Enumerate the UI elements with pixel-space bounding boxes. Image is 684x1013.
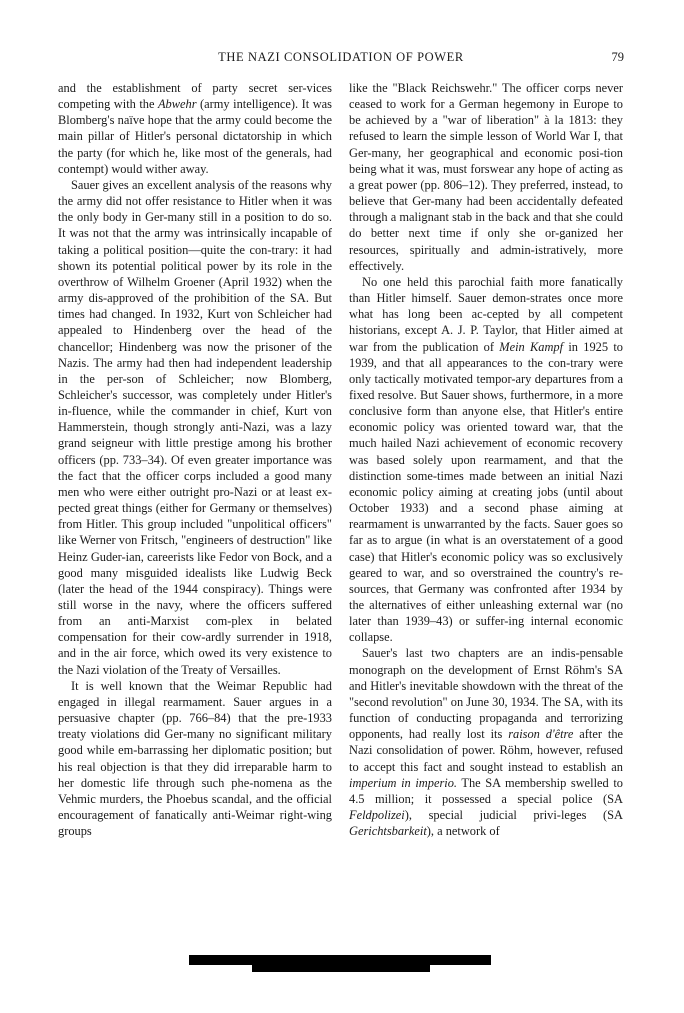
left-column [58, 80, 332, 839]
running-header [58, 50, 624, 70]
paragraph: and the establishment of party secret ser-vices competing with the Abwehr (army intelligence). It was Blomberg's naïve hope that the army could become the main pillar of Hitler's personal dictatorship in which the party (for which he, like most of the generals, had contempt) would wither away. [58, 81, 332, 176]
right-column [349, 80, 623, 839]
paragraph: Sauer gives an excellent analysis of the reasons why the army did not offer resistance to Hitler when it was the only body in Ger-many still in a position to do so. It was not that the army was intrinsically incapable of taking a political position—quite the con-trary: it had shown its potential political power by its role in the overthrow of Wilhelm Groener (April 1932) when the army dis-approved of the prohibition of the SA. But times had changed. In 1932, Kurt von Schleicher had appealed to Hindenberg over the head of the chancellor; Hindenberg was now the prisoner of the Nazis. The army had then had independent leadership in the per-son of Schleicher; now Blomberg, Schleicher's successor, was completely under Hitler's in-fluence, while the commander in chief, Kurt von Hammerstein, though strongly anti-Nazi, was a lazy grand seigneur with little prestige among his brother officers (pp. 733–34). Of even greater importance was the fact that the officer corps included a good many men who were either outright pro-Nazi or at least ex-pected great things (either for Germany or themselves) from Hitler. This group included "unpolitical officers" like Werner von Fritsch, "engineers of destruction" like Heinz Guder-ian, careerists like Fedor von Bock, and a good many misguided idealists like Ludwig Beck (later the head of the 1944 conspiracy). Things were still worse in the navy, where the officers suffered from an anti-Marxist com-plex in belated compensation for their cow-ardly surrender in 1918, and in the air force, which owed its very existence to the Nazi violation of the Treaty of Versailles. [58, 177, 332, 677]
paragraph: like the "Black Reichswehr." The officer corps never ceased to work for a German hegemony in Europe to be achieved by a "war of liberation" à la 1813: they refused to learn the simple lesson of World War I, that Ger-many, her geographical and economic posi-tion being what it was, must forswear any hope of acting as a great power (pp. 806–12). They preferred, instead, to believe that Ger-many had been accidentally defeated through a malignant stab in the back and that she could do better next time if only she or-ganized her resources, spiritually and admin-istratively, more effectively. [349, 81, 623, 273]
footer-redaction-bar [252, 965, 430, 972]
footer-redaction-bar [189, 955, 491, 965]
paragraph: Sauer's last two chapters are an indis-pensable monograph on the development of Ernst Röhm's SA and Hitler's inevitable showdown with the threat of the "second revolution" on June 30, 1934. The SA, with its function of conducting propaganda and terrorizing opponents, had really lost its raison d'être after the Nazi consolidation of power. Röhm, however, refused to accept this fact and sought instead to establish an imperium in imperio. The SA membership swelled to 4.5 million; it possessed a special police (SA Feldpolizei), special judicial privi-leges (SA Gerichtsbarkeit), a network of [349, 646, 624, 839]
paragraph: No one held this parochial faith more fanatically than Hitler himself. Sauer demon-strates once more what has long been ac-cepted by all competent historians, except A. J. P. Taylor, that Hitler aimed at war from the publication of Mein Kampf in 1925 to 1939, and that all appearances to the con-trary were only tactically motivated tempor-ary departures from a fixed resolve. But Sauer shows, furthermore, in a more conclusive form than anyone else, that Hitler's entire economic policy was oriented toward war, that the much hailed Nazi achievement of economic recovery was based solely upon rearmament, and that the distinction some-times made between an initial Nazi economic policy aiming at creating jobs (until about October 1933) and a second phase aiming at rearmament is unwarranted by the facts. Sauer goes so far as to argue (in what is an overstatement of a good case) that Hitler's economic policy was so exclusively geared to war, and so overstrained the country's re-sources, that Germany was confronted after 1934 by the alternatives of either unleashing external war (no later than 1939–43) or suffer-ing internal economic collapse. [349, 274, 623, 645]
page-number: 79 [611, 50, 624, 64]
running-title: THE NAZI CONSOLIDATION OF POWER [218, 50, 464, 64]
paragraph: It is well known that the Weimar Republic had engaged in illegal rearmament. Sauer argues in a persuasive chapter (pp. 766–84) that the pre-1933 treaty violations did Ger-many no significant military good while em-barrassing her diplomatic position; but his real objection is that they did irreparable harm to her domestic life through such phe-nomena as the Vehmic murders, the Phoebus scandal, and the official encouragement of fanatically anti-Weimar right-wing groups [58, 678, 332, 839]
